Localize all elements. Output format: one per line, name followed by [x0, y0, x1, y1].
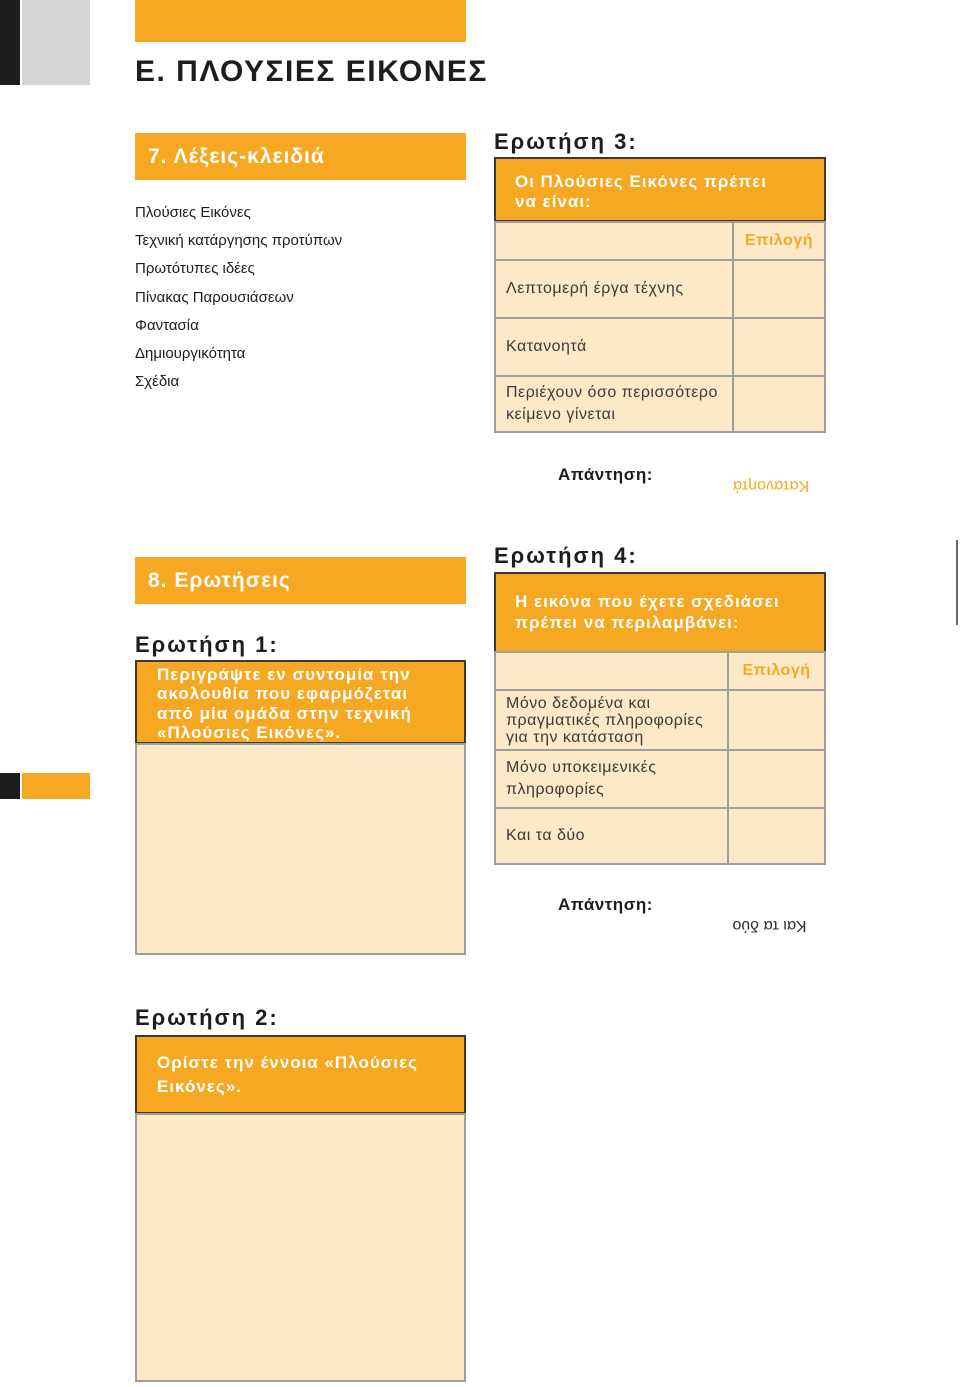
top-left-gray-tab	[22, 0, 90, 85]
question-4-answer-label: Απάντηση:	[558, 895, 653, 914]
question-4-options-table	[494, 651, 826, 865]
keyword-item: Πίνακας Παρουσιάσεων	[135, 288, 294, 306]
question-3-options-table	[494, 221, 826, 433]
question-4-prompt: Η εικόνα που έχετε σχεδιάσει πρέπει να περιλαμβάνει:	[494, 572, 826, 653]
keyword-item: Πρωτότυπες ιδέες	[135, 260, 255, 278]
question-4-answer-upside-down: Και τα δύο	[732, 917, 807, 934]
keyword-item: Δημιουργικότητα	[135, 345, 246, 363]
question-4-option-1: Μόνο δεδομένα και πραγματικές πληροφορίες για την κατάσταση	[496, 691, 727, 749]
question-1-label: Ερωτήση 1:	[135, 632, 279, 657]
keyword-item: Σχέδια	[135, 373, 180, 391]
question-4-option-2: Μόνο υποκειμενικές πληροφορίες	[496, 751, 727, 807]
question-2-prompt: Ορίστε την έννοια «Πλούσιες Εικόνες».	[135, 1035, 466, 1114]
question-3-header-blank-cell	[496, 223, 732, 259]
question-1-answer-area	[135, 743, 466, 955]
question-3-option-1: Λεπτομερή έργα τέχνης	[496, 261, 732, 317]
question-2-label: Ερωτήση 2:	[135, 1005, 279, 1030]
right-edge-mark	[956, 540, 958, 625]
question-2-answer-area	[135, 1113, 466, 1382]
question-4-choice-cell-3	[729, 809, 824, 863]
question-3-answer-upside-down: Κατανοητά	[732, 477, 810, 494]
question-3-label: Ερωτήση 3:	[494, 129, 638, 154]
keywords-section-heading: 7. Λέξεις-κλειδιά	[135, 133, 466, 180]
question-3-choice-cell-1	[734, 261, 824, 317]
question-4-choice-header: Επιλογή	[729, 653, 824, 689]
question-4-label: Ερωτήση 4:	[494, 543, 638, 568]
question-1-prompt: Περιγράψτε εν συντομία την ακολουθία που εφαρμόζεται από μία ομάδα στην τεχνική «Πλούσιες Εικόνες».	[135, 660, 466, 744]
top-left-black-tab	[0, 0, 20, 85]
keyword-list	[135, 199, 342, 396]
question-4-choice-cell-2	[729, 751, 824, 807]
question-4-header-blank-cell	[496, 653, 727, 689]
keyword-item: Τεχνική κατάργησης προτύπων	[135, 232, 343, 250]
question-3-option-3: Περιέχουν όσο περισσότερο κείμενο γίνεται	[496, 377, 732, 431]
keyword-item: Πλούσιες Εικόνες	[135, 204, 251, 221]
side-black-tab	[0, 773, 20, 799]
question-4-option-3: Και τα δύο	[496, 809, 727, 863]
questions-section-heading: 8. Ερωτήσεις	[135, 557, 466, 604]
question-4-choice-cell-1	[729, 691, 824, 749]
keyword-item: Φαντασία	[135, 316, 199, 334]
question-3-option-2: Κατανοητά	[496, 319, 732, 375]
page-title: Ε. ΠΛΟΥΣΙΕΣ ΕΙΚΟΝΕΣ	[135, 55, 488, 88]
side-orange-tab	[22, 773, 90, 799]
question-3-choice-cell-2	[734, 319, 824, 375]
question-3-answer-label: Απάντηση:	[558, 465, 653, 484]
question-3-choice-header: Επιλογή	[734, 223, 824, 259]
top-orange-bar	[135, 0, 466, 42]
question-3-prompt: Οι Πλούσιες Εικόνες πρέπει να είναι:	[494, 157, 826, 222]
question-3-choice-cell-3	[734, 377, 824, 431]
